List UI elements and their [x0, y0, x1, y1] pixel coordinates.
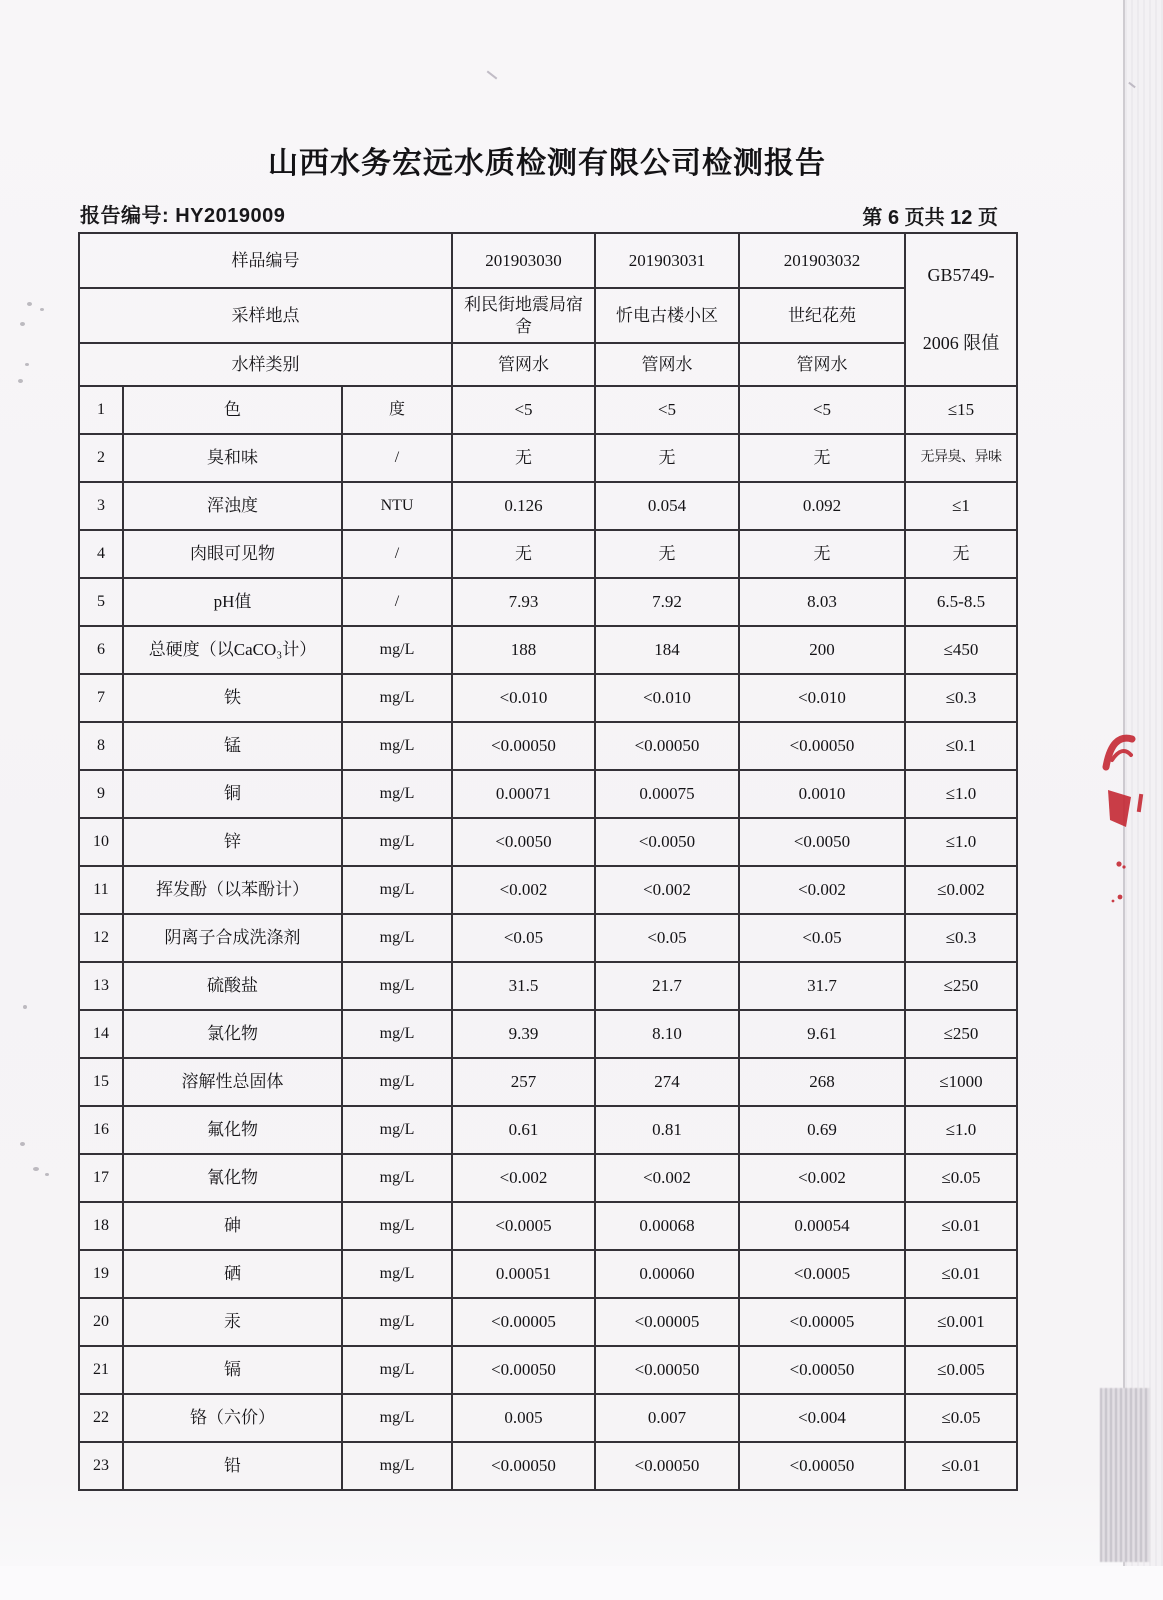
parameter-row [79, 722, 1017, 770]
sample1-value-cell: <0.0005 [452, 1202, 595, 1250]
parameter-name-cell: 挥发酚（以苯酚计） [123, 866, 342, 914]
unit-cell: / [342, 434, 452, 482]
sample1-value-cell: 0.00071 [452, 770, 595, 818]
sample1-value-cell: 无 [452, 434, 595, 482]
row-number-cell: 1 [79, 386, 123, 434]
limit-value-cell: ≤1.0 [905, 770, 1017, 818]
sample2-value-cell: 无 [595, 434, 739, 482]
parameter-name-cell: 氯化物 [123, 1010, 342, 1058]
scanner-bottom-strip [0, 1566, 1163, 1600]
sample1-value-cell: 0.61 [452, 1106, 595, 1154]
row-number-cell: 2 [79, 434, 123, 482]
parameter-row [79, 1442, 1017, 1490]
unit-cell: mg/L [342, 1154, 452, 1202]
parameter-name-cell: 氟化物 [123, 1106, 342, 1154]
parameter-row [79, 1298, 1017, 1346]
parameter-row [79, 962, 1017, 1010]
sample3-value-cell: 0.69 [739, 1106, 905, 1154]
unit-cell: mg/L [342, 770, 452, 818]
limit-value-cell: ≤0.01 [905, 1202, 1017, 1250]
parameter-row [79, 818, 1017, 866]
paper-edge-texture [1125, 0, 1163, 1566]
sample2-value-cell: 无 [595, 530, 739, 578]
sample3-value-cell: <0.0005 [739, 1250, 905, 1298]
sample1-value-cell: 9.39 [452, 1010, 595, 1058]
parameter-row [79, 914, 1017, 962]
sample2-value-cell: 0.81 [595, 1106, 739, 1154]
sample2-value-cell: <0.00050 [595, 1346, 739, 1394]
row-number-cell: 16 [79, 1106, 123, 1154]
limit-value-cell: ≤15 [905, 386, 1017, 434]
parameter-row [79, 530, 1017, 578]
dust-speck [33, 1167, 39, 1171]
sample1-value-cell: 188 [452, 626, 595, 674]
row-number-cell: 4 [79, 530, 123, 578]
limit-value-cell: ≤450 [905, 626, 1017, 674]
limit-value-cell: ≤250 [905, 1010, 1017, 1058]
paper-fold-line [1123, 0, 1125, 1566]
unit-cell: mg/L [342, 1394, 452, 1442]
dust-speck [20, 322, 25, 326]
sample3-value-cell: <0.00005 [739, 1298, 905, 1346]
sample2-value-cell: 184 [595, 626, 739, 674]
sample2-value-cell: 0.00060 [595, 1250, 739, 1298]
limit-value-cell: ≤0.05 [905, 1154, 1017, 1202]
limit-value-cell: ≤0.005 [905, 1346, 1017, 1394]
sample1-value-cell: 257 [452, 1058, 595, 1106]
sample2-value-cell: 274 [595, 1058, 739, 1106]
unit-cell: mg/L [342, 1346, 452, 1394]
sample1-value-cell: 0.00051 [452, 1250, 595, 1298]
sample1-site-cell: 利民街地震局宿舍 [452, 288, 595, 343]
parameter-name-cell: 硒 [123, 1250, 342, 1298]
sample3-value-cell: <0.00050 [739, 1442, 905, 1490]
sample1-value-cell: 无 [452, 530, 595, 578]
unit-cell: mg/L [342, 1202, 452, 1250]
unit-cell: mg/L [342, 1010, 452, 1058]
sampling-site-label-cell: 采样地点 [79, 288, 452, 343]
unit-cell: mg/L [342, 722, 452, 770]
unit-cell: mg/L [342, 1442, 452, 1490]
row-number-cell: 6 [79, 626, 123, 674]
parameter-name-cell: 硫酸盐 [123, 962, 342, 1010]
parameter-row [79, 1202, 1017, 1250]
limit-value-cell: ≤0.05 [905, 1394, 1017, 1442]
unit-cell: mg/L [342, 818, 452, 866]
limit-standard-header-cell [905, 233, 1017, 386]
parameter-name-cell: 铁 [123, 674, 342, 722]
parameter-row [79, 866, 1017, 914]
dust-speck [27, 302, 32, 306]
sample-number-header-row [79, 233, 1017, 288]
parameter-row [79, 482, 1017, 530]
parameter-row [79, 1010, 1017, 1058]
sample2-value-cell: <0.010 [595, 674, 739, 722]
sample-number-label-cell: 样品编号 [79, 233, 452, 288]
sample1-type-cell: 管网水 [452, 343, 595, 386]
sample2-site-cell: 忻电古楼小区 [595, 288, 739, 343]
parameter-name-cell: 溶解性总固体 [123, 1058, 342, 1106]
dust-speck [25, 363, 29, 366]
limit-value-cell: ≤1000 [905, 1058, 1017, 1106]
limit-value-cell: 无异臭、异味 [905, 434, 1017, 482]
row-number-cell: 7 [79, 674, 123, 722]
dust-speck [45, 1173, 49, 1176]
unit-cell: mg/L [342, 674, 452, 722]
red-stamp-fragment [1098, 715, 1153, 910]
parameter-row [79, 578, 1017, 626]
limit-value-cell: ≤1 [905, 482, 1017, 530]
row-number-cell: 5 [79, 578, 123, 626]
unit-cell: mg/L [342, 1106, 452, 1154]
sample2-value-cell: <0.05 [595, 914, 739, 962]
unit-cell: mg/L [342, 914, 452, 962]
sample3-site-cell: 世纪花苑 [739, 288, 905, 343]
scan-scratch [1128, 82, 1136, 89]
bottom-edge-shadow [1100, 1388, 1150, 1562]
parameter-row [79, 770, 1017, 818]
sample3-type-cell: 管网水 [739, 343, 905, 386]
sample3-value-cell: 268 [739, 1058, 905, 1106]
sample2-value-cell: <0.00050 [595, 722, 739, 770]
sample2-value-cell: <0.002 [595, 1154, 739, 1202]
parameter-name-cell: pH值 [123, 578, 342, 626]
sample1-value-cell: <0.010 [452, 674, 595, 722]
scan-scratch [487, 71, 498, 80]
limit-standard-line1: GB5749- [927, 265, 995, 286]
parameter-name-cell: 铅 [123, 1442, 342, 1490]
row-number-cell: 23 [79, 1442, 123, 1490]
sample1-value-cell: <0.002 [452, 866, 595, 914]
row-number-cell: 12 [79, 914, 123, 962]
sample3-value-cell: <0.0050 [739, 818, 905, 866]
sample2-value-cell: 0.054 [595, 482, 739, 530]
parameter-row [79, 434, 1017, 482]
unit-cell: mg/L [342, 1250, 452, 1298]
sample2-value-cell: <0.00005 [595, 1298, 739, 1346]
sample3-value-cell: 0.092 [739, 482, 905, 530]
limit-value-cell: ≤1.0 [905, 818, 1017, 866]
parameter-name-cell: 臭和味 [123, 434, 342, 482]
sample2-value-cell: <5 [595, 386, 739, 434]
unit-cell: mg/L [342, 1298, 452, 1346]
report-number [80, 199, 285, 228]
sample1-value-cell: 7.93 [452, 578, 595, 626]
sample2-value-cell: <0.00050 [595, 1442, 739, 1490]
limit-value-cell: ≤0.3 [905, 674, 1017, 722]
dust-speck [18, 379, 23, 383]
unit-cell: / [342, 578, 452, 626]
sample1-value-cell: <0.002 [452, 1154, 595, 1202]
parameter-name-cell: 总硬度（以CaCO₃计） [123, 626, 342, 674]
parameter-name-cell: 锰 [123, 722, 342, 770]
parameter-row [79, 1058, 1017, 1106]
parameter-row [79, 1250, 1017, 1298]
sample1-value-cell: 31.5 [452, 962, 595, 1010]
parameter-name-cell: 铜 [123, 770, 342, 818]
water-type-header-row [79, 343, 1017, 386]
sample1-number-cell: 201903030 [452, 233, 595, 288]
unit-cell: mg/L [342, 866, 452, 914]
sample2-value-cell: 7.92 [595, 578, 739, 626]
parameter-row [79, 626, 1017, 674]
sample2-value-cell: 0.007 [595, 1394, 739, 1442]
sample2-value-cell: <0.002 [595, 866, 739, 914]
row-number-cell: 19 [79, 1250, 123, 1298]
row-number-cell: 22 [79, 1394, 123, 1442]
parameter-row [79, 386, 1017, 434]
sample1-value-cell: 0.126 [452, 482, 595, 530]
report-number-value: HY2019009 [175, 205, 286, 227]
limit-value-cell: ≤0.01 [905, 1250, 1017, 1298]
limit-standard-line2: 2006 限值 [922, 333, 1000, 354]
parameter-name-cell: 砷 [123, 1202, 342, 1250]
sample3-value-cell: <0.05 [739, 914, 905, 962]
limit-value-cell: 无 [905, 530, 1017, 578]
parameter-row [79, 1394, 1017, 1442]
sample1-value-cell: <0.00005 [452, 1298, 595, 1346]
sample2-value-cell: 0.00075 [595, 770, 739, 818]
dust-speck [40, 308, 44, 311]
sample1-value-cell: <0.00050 [452, 1346, 595, 1394]
sample3-value-cell: 无 [739, 530, 905, 578]
row-number-cell: 13 [79, 962, 123, 1010]
row-number-cell: 9 [79, 770, 123, 818]
unit-cell: mg/L [342, 626, 452, 674]
sample3-value-cell: <0.004 [739, 1394, 905, 1442]
row-number-cell: 10 [79, 818, 123, 866]
unit-cell: / [342, 530, 452, 578]
parameter-row [79, 1346, 1017, 1394]
report-table [78, 232, 1018, 1491]
sample3-value-cell: <0.010 [739, 674, 905, 722]
dust-speck [23, 1005, 27, 1009]
sample3-value-cell: 9.61 [739, 1010, 905, 1058]
sample1-value-cell: <0.0050 [452, 818, 595, 866]
parameter-name-cell: 锌 [123, 818, 342, 866]
sample3-number-cell: 201903032 [739, 233, 905, 288]
sample2-value-cell: 21.7 [595, 962, 739, 1010]
row-number-cell: 17 [79, 1154, 123, 1202]
parameter-name-cell: 氰化物 [123, 1154, 342, 1202]
limit-value-cell: ≤0.01 [905, 1442, 1017, 1490]
sample1-value-cell: <0.00050 [452, 722, 595, 770]
sample3-value-cell: 31.7 [739, 962, 905, 1010]
sample1-value-cell: <5 [452, 386, 595, 434]
sample3-value-cell: <0.002 [739, 1154, 905, 1202]
parameter-name-cell: 铬（六价） [123, 1394, 342, 1442]
row-number-cell: 8 [79, 722, 123, 770]
parameter-row [79, 674, 1017, 722]
row-number-cell: 21 [79, 1346, 123, 1394]
row-number-cell: 18 [79, 1202, 123, 1250]
row-number-cell: 11 [79, 866, 123, 914]
page-indicator: 第 6 页共 12 页 [862, 207, 998, 229]
sample3-value-cell: 无 [739, 434, 905, 482]
sample2-type-cell: 管网水 [595, 343, 739, 386]
sample3-value-cell: <0.00050 [739, 1346, 905, 1394]
limit-value-cell: ≤0.001 [905, 1298, 1017, 1346]
limit-value-cell: ≤0.3 [905, 914, 1017, 962]
parameter-name-cell: 镉 [123, 1346, 342, 1394]
parameter-name-cell: 色 [123, 386, 342, 434]
parameter-name-cell: 阴离子合成洗涤剂 [123, 914, 342, 962]
sample3-value-cell: <0.00050 [739, 722, 905, 770]
parameter-name-cell: 肉眼可见物 [123, 530, 342, 578]
sample2-value-cell: <0.0050 [595, 818, 739, 866]
sample2-value-cell: 0.00068 [595, 1202, 739, 1250]
dust-speck [20, 1142, 25, 1146]
sample1-value-cell: <0.00050 [452, 1442, 595, 1490]
water-type-label-cell: 水样类别 [79, 343, 452, 386]
limit-value-cell: ≤0.002 [905, 866, 1017, 914]
sample3-value-cell: 200 [739, 626, 905, 674]
sample3-value-cell: <0.002 [739, 866, 905, 914]
row-number-cell: 3 [79, 482, 123, 530]
sample3-value-cell: 0.00054 [739, 1202, 905, 1250]
unit-cell: 度 [342, 386, 452, 434]
report-number-label: 报告编号: [80, 205, 170, 227]
sample1-value-cell: 0.005 [452, 1394, 595, 1442]
unit-cell: mg/L [342, 1058, 452, 1106]
sample3-value-cell: 8.03 [739, 578, 905, 626]
sample2-number-cell: 201903031 [595, 233, 739, 288]
sample1-value-cell: <0.05 [452, 914, 595, 962]
row-number-cell: 20 [79, 1298, 123, 1346]
unit-cell: NTU [342, 482, 452, 530]
sample3-value-cell: 0.0010 [739, 770, 905, 818]
row-number-cell: 15 [79, 1058, 123, 1106]
limit-value-cell: ≤250 [905, 962, 1017, 1010]
limit-value-cell: 6.5-8.5 [905, 578, 1017, 626]
row-number-cell: 14 [79, 1010, 123, 1058]
limit-value-cell: ≤1.0 [905, 1106, 1017, 1154]
parameter-name-cell: 汞 [123, 1298, 342, 1346]
sample3-value-cell: <5 [739, 386, 905, 434]
parameter-name-cell: 浑浊度 [123, 482, 342, 530]
table-body [79, 386, 1017, 1490]
parameter-row [79, 1154, 1017, 1202]
page-title: 山西水务宏远水质检测有限公司检测报告 [268, 147, 826, 180]
unit-cell: mg/L [342, 962, 452, 1010]
limit-value-cell: ≤0.1 [905, 722, 1017, 770]
sampling-site-header-row [79, 288, 1017, 343]
parameter-row [79, 1106, 1017, 1154]
sample2-value-cell: 8.10 [595, 1010, 739, 1058]
